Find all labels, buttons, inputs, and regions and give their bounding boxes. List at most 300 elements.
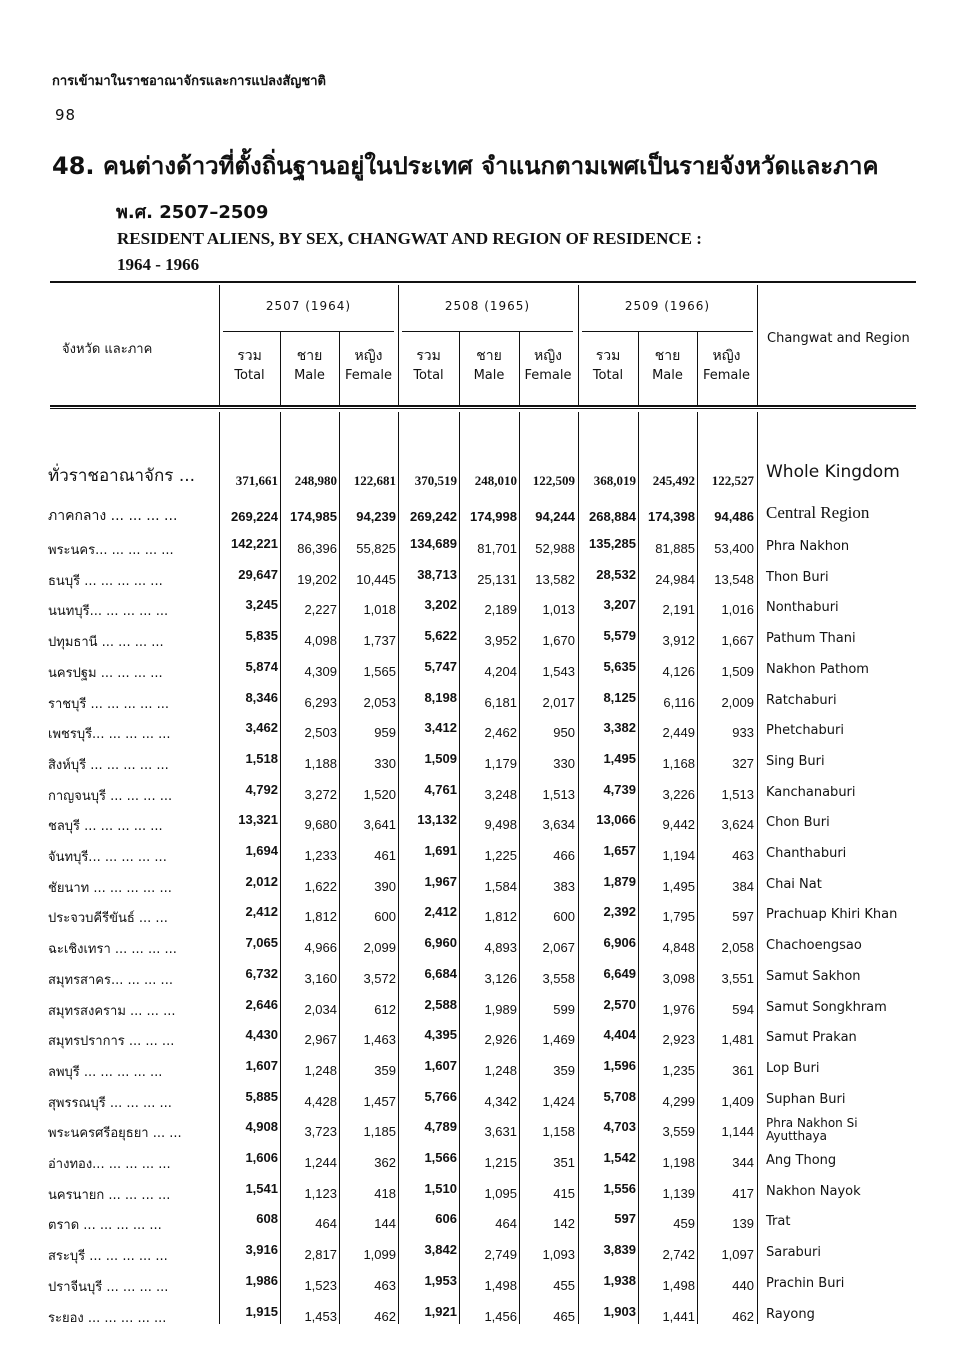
row-label-thai: กาญจนบุรี ... ... ... ...: [48, 788, 173, 804]
cell-value: 9,498: [484, 817, 517, 833]
cell-value: 1,938: [603, 1272, 636, 1288]
cell-value: 1,018: [363, 602, 396, 618]
cell-value: 1,225: [484, 848, 517, 863]
cell-value: 1,424: [542, 1093, 575, 1109]
cell-value: 8,346: [245, 689, 278, 705]
sub-header-english: Total: [592, 368, 624, 383]
table-row: [0, 1238, 966, 1268]
cell-value: 1,453: [304, 1308, 337, 1324]
cell-value: 1,099: [363, 1247, 396, 1263]
cell-value: 3,624: [721, 817, 754, 833]
cell-value: 1,095: [484, 1185, 517, 1201]
cell-value: 4,342: [484, 1093, 517, 1109]
cell-value: 25,131: [477, 571, 517, 587]
row-label-thai: พระนครศรีอยุธยา ... ...: [48, 1126, 182, 1142]
cell-value: 1,198: [662, 1155, 695, 1170]
year-group-header: 2509 (1966): [624, 299, 711, 313]
row-label-thai: ระยอง ... ... ... ... ...: [48, 1310, 167, 1326]
sub-header-male: [638, 345, 697, 385]
cell-value: 1,541: [245, 1180, 278, 1196]
cell-value: 6,181: [484, 694, 517, 710]
cell-value: 1,812: [484, 909, 517, 925]
cell-value: 2,412: [245, 904, 278, 920]
cell-value: 1,989: [484, 1001, 517, 1017]
header-col-divider: [638, 332, 639, 405]
row-label-thai: สมุทรสงคราม ... ... ...: [48, 1003, 176, 1019]
sub-header-female: [697, 345, 756, 385]
cell-value: 1,657: [603, 843, 636, 858]
cell-value: 1,670: [542, 633, 575, 649]
table-row: [0, 1269, 966, 1299]
cell-value: 2,749: [484, 1247, 517, 1263]
row-label-english: Phra Nakhon Si Ayutthaya: [766, 1116, 858, 1144]
row-label-thai: ปราจีนบุรี ... ... ... ...: [48, 1279, 169, 1295]
cell-value: 2,012: [245, 873, 278, 889]
cell-value: 1,188: [304, 755, 337, 771]
cell-value: 440: [732, 1277, 754, 1293]
cell-value: 1,667: [721, 633, 754, 649]
cell-value: 2,067: [542, 940, 575, 956]
cell-value: 2,017: [542, 694, 575, 710]
row-label-thai: นครปฐม ... ... ... ...: [48, 665, 163, 681]
cell-value: 4,428: [304, 1093, 337, 1109]
table-row: [0, 1023, 966, 1053]
cell-value: 370,519: [414, 473, 457, 488]
row-label-english: Samut Prakan: [766, 1030, 857, 1046]
row-label-english: Phra Nakhon: [766, 539, 850, 554]
cell-value: 1,596: [603, 1057, 636, 1073]
cell-value: 1,566: [424, 1150, 457, 1165]
cell-value: 3,272: [304, 786, 337, 802]
cell-value: 384: [732, 878, 754, 894]
cell-value: 4,430: [245, 1027, 278, 1043]
sub-header-thai: หญิง: [712, 348, 741, 364]
cell-value: 4,792: [245, 781, 278, 797]
cell-value: 359: [374, 1062, 396, 1078]
cell-value: 245,492: [652, 473, 695, 488]
cell-value: 5,579: [603, 628, 636, 644]
sub-header-thai: ชาย: [654, 348, 681, 364]
cell-value: 9,680: [304, 817, 337, 833]
row-label-english: Trat: [766, 1214, 791, 1230]
sub-header-thai: รวม: [595, 348, 621, 364]
cell-value: 2,817: [304, 1247, 337, 1263]
table-row: [0, 686, 966, 716]
cell-value: 5,747: [424, 658, 457, 674]
cell-value: 5,622: [424, 628, 457, 644]
table-row: [0, 716, 966, 746]
cell-value: 6,116: [663, 694, 695, 710]
header-col-divider: [578, 285, 579, 405]
year-group-header: 2508 (1965): [444, 299, 531, 313]
cell-value: 52,988: [535, 541, 575, 556]
cell-value: 464: [315, 1216, 337, 1232]
sub-header-english: Total: [413, 368, 444, 383]
cell-value: 1,986: [245, 1272, 278, 1288]
cell-value: 3,572: [363, 970, 396, 986]
cell-value: 362: [374, 1155, 396, 1170]
cell-value: 8,125: [603, 689, 636, 705]
row-label-thai: ชลบุรี ... ... ... ... ...: [48, 819, 163, 835]
cell-value: 5,766: [424, 1088, 457, 1104]
cell-value: 174,998: [470, 509, 517, 524]
cell-value: 1,457: [363, 1093, 396, 1109]
cell-value: 5,885: [245, 1088, 278, 1104]
table-row: [0, 1177, 966, 1207]
cell-value: 38,713: [417, 566, 457, 582]
cell-value: 1,953: [424, 1272, 457, 1288]
cell-value: 142: [553, 1216, 575, 1232]
cell-value: 459: [673, 1216, 695, 1232]
sub-header-female: [519, 345, 577, 385]
cell-value: 612: [374, 1001, 396, 1017]
cell-value: 3,412: [424, 720, 457, 736]
cell-value: 597: [732, 909, 754, 925]
cell-value: 2,646: [245, 996, 278, 1012]
cell-value: 1,463: [363, 1032, 396, 1048]
cell-value: 4,893: [484, 940, 517, 956]
cell-value: 2,967: [304, 1032, 337, 1048]
cell-value: 4,309: [304, 663, 337, 679]
cell-value: 122,527: [711, 473, 754, 488]
cell-value: 390: [374, 878, 396, 894]
table-row: [0, 870, 966, 900]
cell-value: 1,513: [721, 786, 754, 802]
table-header-rule-2: [50, 408, 916, 409]
row-label-english: Thon Buri: [766, 569, 829, 585]
cell-value: 4,789: [424, 1119, 457, 1135]
cell-value: 1,921: [424, 1303, 457, 1319]
cell-value: 1,123: [304, 1185, 337, 1201]
cell-value: 371,661: [235, 473, 278, 488]
sub-header-english: Male: [652, 368, 683, 383]
cell-value: 3,641: [363, 817, 396, 833]
row-label-thai: สมุทรปราการ ... ... ...: [48, 1034, 175, 1050]
cell-value: 2,462: [484, 725, 517, 741]
cell-value: 4,395: [424, 1027, 457, 1043]
cell-value: 3,558: [542, 970, 575, 986]
row-label-thai: นนทบุรี... ... ... ... ...: [48, 604, 169, 620]
table-row: [0, 962, 966, 992]
cell-value: 135,285: [589, 536, 636, 551]
cell-value: 3,634: [542, 817, 575, 833]
row-label-english: Chon Buri: [766, 815, 830, 831]
cell-value: 1,016: [721, 602, 754, 618]
cell-value: 4,703: [603, 1119, 636, 1135]
cell-value: 597: [614, 1211, 636, 1227]
cell-value: 81,885: [655, 541, 695, 556]
sub-header-thai: ชาย: [476, 348, 502, 364]
table-header-rule: [50, 405, 916, 407]
cell-value: 3,551: [721, 970, 754, 986]
cell-value: 330: [553, 755, 575, 771]
cell-value: 344: [732, 1155, 754, 1170]
cell-value: 1,967: [424, 873, 457, 889]
sub-header-male: [459, 345, 519, 385]
cell-value: 1,976: [662, 1001, 695, 1017]
cell-value: 4,966: [304, 940, 337, 956]
row-label-thai: ธนบุรี ... ... ... ... ...: [48, 573, 163, 589]
cell-value: 1,879: [603, 873, 636, 889]
table-row: [0, 501, 966, 531]
table-row: [0, 593, 966, 623]
sub-header-thai: รวม: [416, 348, 441, 364]
header-col-divider: [697, 332, 698, 405]
row-label-thai: ภาคกลาง ... ... ... ...: [48, 508, 178, 524]
row-label-thai: นครนายก ... ... ... ...: [48, 1187, 171, 1203]
cell-value: 361: [732, 1062, 754, 1078]
cell-value: 462: [374, 1308, 396, 1324]
row-label-english: Ratchaburi: [766, 692, 837, 708]
cell-value: 2,742: [662, 1247, 695, 1263]
cell-value: 417: [732, 1185, 754, 1201]
cell-value: 3,202: [424, 597, 457, 613]
row-label-thai: ฉะเชิงเทรา ... ... ... ...: [48, 942, 177, 958]
cell-value: 1,235: [662, 1062, 695, 1078]
header-col-divider: [219, 285, 220, 405]
col-region-thai: จังหวัด และภาค: [62, 342, 153, 357]
cell-value: 1,509: [721, 663, 754, 679]
cell-value: 6,649: [603, 965, 636, 981]
cell-value: 268,884: [589, 509, 636, 524]
cell-value: 2,923: [662, 1032, 695, 1048]
header-col-divider: [398, 285, 399, 405]
cell-value: 269,242: [410, 509, 457, 524]
cell-value: 1,244: [304, 1155, 337, 1170]
cell-value: 1,520: [363, 786, 396, 802]
cell-value: 5,635: [603, 658, 636, 674]
cell-value: 28,532: [596, 566, 636, 582]
table-years-thai: พ.ศ. 2507–2509: [116, 202, 269, 223]
cell-value: 10,445: [356, 571, 396, 587]
cell-value: 1,248: [484, 1062, 517, 1078]
row-label-english: Whole Kingdom: [766, 462, 900, 482]
row-label-thai: ลพบุรี ... ... ... ... ...: [48, 1064, 163, 1080]
cell-value: 418: [374, 1185, 396, 1201]
cell-value: 3,245: [245, 597, 278, 613]
table-row: [0, 624, 966, 654]
table-row: [0, 1054, 966, 1084]
row-label-english: Central Region: [766, 503, 870, 522]
cell-value: 2,058: [721, 940, 754, 956]
row-label-thai: ราชบุรี ... ... ... ... ...: [48, 696, 169, 712]
sub-header-total: [578, 345, 638, 385]
cell-value: 1,903: [603, 1303, 636, 1319]
cell-value: 594: [732, 1001, 754, 1017]
cell-value: 1,144: [721, 1124, 754, 1140]
table-row: [0, 931, 966, 961]
cell-value: 13,548: [714, 571, 754, 587]
cell-value: 1,248: [304, 1062, 337, 1078]
table-row: [0, 747, 966, 777]
cell-value: 142,221: [231, 536, 278, 551]
cell-value: 1,139: [662, 1185, 695, 1201]
cell-value: 3,839: [603, 1242, 636, 1258]
table-row: [0, 808, 966, 838]
cell-value: 415: [553, 1185, 575, 1201]
cell-value: 2,099: [363, 940, 396, 956]
cell-value: 269,224: [231, 509, 278, 524]
cell-value: 608: [256, 1211, 278, 1227]
cell-value: 599: [553, 1001, 575, 1017]
cell-value: 8,198: [424, 689, 457, 705]
header-col-divider: [280, 332, 281, 405]
sub-header-thai: ชาย: [296, 348, 323, 364]
cell-value: 9,442: [662, 817, 695, 833]
cell-value: 359: [553, 1062, 575, 1078]
row-label-english: Rayong: [766, 1306, 815, 1322]
table-title-english: RESIDENT ALIENS, BY SEX, CHANGWAT AND REGION OF RESIDENCE :: [117, 229, 702, 248]
cell-value: 1,543: [542, 663, 575, 679]
cell-value: 351: [553, 1155, 575, 1170]
cell-value: 1,013: [542, 602, 575, 618]
cell-value: 1,542: [603, 1150, 636, 1165]
cell-value: 1,607: [424, 1057, 457, 1073]
row-label-thai: สุพรรณบุรี ... ... ... ...: [48, 1095, 172, 1111]
cell-value: 2,191: [662, 602, 695, 618]
cell-value: 4,204: [484, 663, 517, 679]
cell-value: 1,518: [245, 750, 278, 766]
table-row: [0, 655, 966, 685]
cell-value: 3,126: [484, 970, 517, 986]
header-col-divider: [339, 332, 340, 405]
cell-value: 3,916: [245, 1242, 278, 1258]
cell-value: 2,189: [484, 602, 517, 618]
header-col-divider: [459, 332, 460, 405]
cell-value: 1,513: [542, 786, 575, 802]
cell-value: 6,293: [304, 694, 337, 710]
sub-header-thai: รวม: [237, 348, 262, 364]
cell-value: 461: [374, 848, 396, 863]
cell-value: 3,952: [484, 633, 517, 649]
cell-value: 248,980: [294, 473, 337, 488]
cell-value: 29,647: [238, 566, 278, 582]
cell-value: 1,215: [484, 1155, 517, 1170]
table-years-english: 1964 - 1966: [117, 255, 200, 274]
cell-value: 1,565: [363, 663, 396, 679]
cell-value: 13,132: [417, 812, 457, 828]
cell-value: 1,093: [542, 1247, 575, 1263]
sub-header-english: Total: [234, 368, 265, 383]
table-row: [0, 900, 966, 930]
cell-value: 1,233: [304, 848, 337, 863]
row-label-english: Chachoengsao: [766, 938, 862, 954]
table-row: [0, 1085, 966, 1115]
cell-value: 6,960: [424, 935, 457, 951]
col-region-english: Changwat and Region: [767, 331, 910, 346]
year-group-rule: [223, 331, 394, 332]
cell-value: 1,622: [304, 878, 337, 894]
sub-header-thai: หญิง: [354, 348, 383, 364]
row-label-english: Chanthaburi: [766, 846, 847, 861]
row-label-thai: สิงห์บุรี ... ... ... ... ...: [48, 757, 169, 773]
cell-value: 122,509: [532, 473, 575, 488]
table-row: [0, 462, 966, 492]
sub-header-female: [339, 345, 398, 385]
cell-value: 1,498: [662, 1277, 695, 1293]
cell-value: 1,691: [424, 843, 457, 858]
cell-value: 1,194: [662, 848, 695, 863]
year-group-rule: [402, 331, 573, 332]
cell-value: 2,503: [304, 725, 337, 741]
sub-header-english: Female: [524, 368, 572, 383]
cell-value: 2,053: [363, 694, 396, 710]
cell-value: 144: [374, 1216, 396, 1232]
cell-value: 1,795: [662, 909, 695, 925]
cell-value: 53,400: [714, 541, 754, 556]
row-label-english: Sing Buri: [766, 753, 825, 769]
cell-value: 13,321: [238, 812, 278, 828]
cell-value: 19,202: [297, 571, 337, 587]
cell-value: 4,404: [603, 1027, 636, 1043]
row-label-thai: ทั่วราชอาณาจักร ...: [48, 466, 196, 486]
table-row: [0, 1115, 966, 1145]
cell-value: 3,098: [662, 970, 695, 986]
cell-value: 55,825: [356, 541, 396, 556]
cell-value: 2,392: [603, 904, 636, 920]
sub-header-english: Female: [702, 368, 750, 383]
row-label-english: Saraburi: [766, 1245, 821, 1261]
cell-value: 13,066: [596, 812, 636, 828]
cell-value: 1,606: [245, 1150, 278, 1165]
cell-value: 248,010: [474, 473, 517, 488]
cell-value: 3,912: [662, 633, 695, 649]
cell-value: 139: [732, 1216, 754, 1232]
cell-value: 4,908: [245, 1119, 278, 1135]
cell-value: 2,009: [721, 694, 754, 710]
year-group-rule: [582, 331, 753, 332]
cell-value: 3,382: [603, 720, 636, 736]
cell-value: 3,631: [484, 1124, 517, 1140]
row-label-english: Phetchaburi: [766, 723, 844, 739]
cell-value: 3,207: [603, 597, 636, 613]
cell-value: 1,469: [542, 1032, 575, 1048]
cell-value: 2,588: [424, 996, 457, 1012]
sub-header-english: Male: [294, 368, 325, 383]
cell-value: 1,185: [363, 1124, 396, 1140]
cell-value: 959: [374, 725, 396, 741]
cell-value: 1,510: [424, 1180, 457, 1196]
table-top-rule: [50, 281, 916, 283]
cell-value: 94,244: [535, 509, 575, 524]
cell-value: 3,160: [304, 970, 337, 986]
cell-value: 462: [732, 1308, 754, 1324]
cell-value: 5,835: [245, 628, 278, 644]
table-row: [0, 1300, 966, 1330]
cell-value: 1,481: [721, 1032, 754, 1048]
header-col-divider: [519, 332, 520, 405]
cell-value: 330: [374, 755, 396, 771]
sub-header-male: [280, 345, 339, 385]
cell-value: 2,412: [424, 904, 457, 920]
cell-value: 368,019: [593, 473, 636, 488]
cell-value: 4,299: [662, 1093, 695, 1109]
cell-value: 1,158: [542, 1124, 575, 1140]
row-label-english: Prachuap Khiri Khan: [766, 907, 898, 923]
table-row: [0, 532, 966, 562]
table-row: [0, 1146, 966, 1176]
table-row: [0, 563, 966, 593]
table-row: [0, 1207, 966, 1237]
row-label-thai: เพชรบุรี... ... ... ... ...: [48, 727, 171, 743]
row-label-thai: จันทบุรี... ... ... ... ...: [48, 850, 167, 865]
row-label-english: Lop Buri: [766, 1060, 820, 1076]
sub-header-english: Male: [473, 368, 505, 383]
row-label-english: Pathum Thani: [766, 631, 856, 647]
sub-header-thai: หญิง: [534, 348, 562, 364]
cell-value: 7,065: [245, 935, 278, 951]
cell-value: 174,398: [648, 509, 695, 524]
